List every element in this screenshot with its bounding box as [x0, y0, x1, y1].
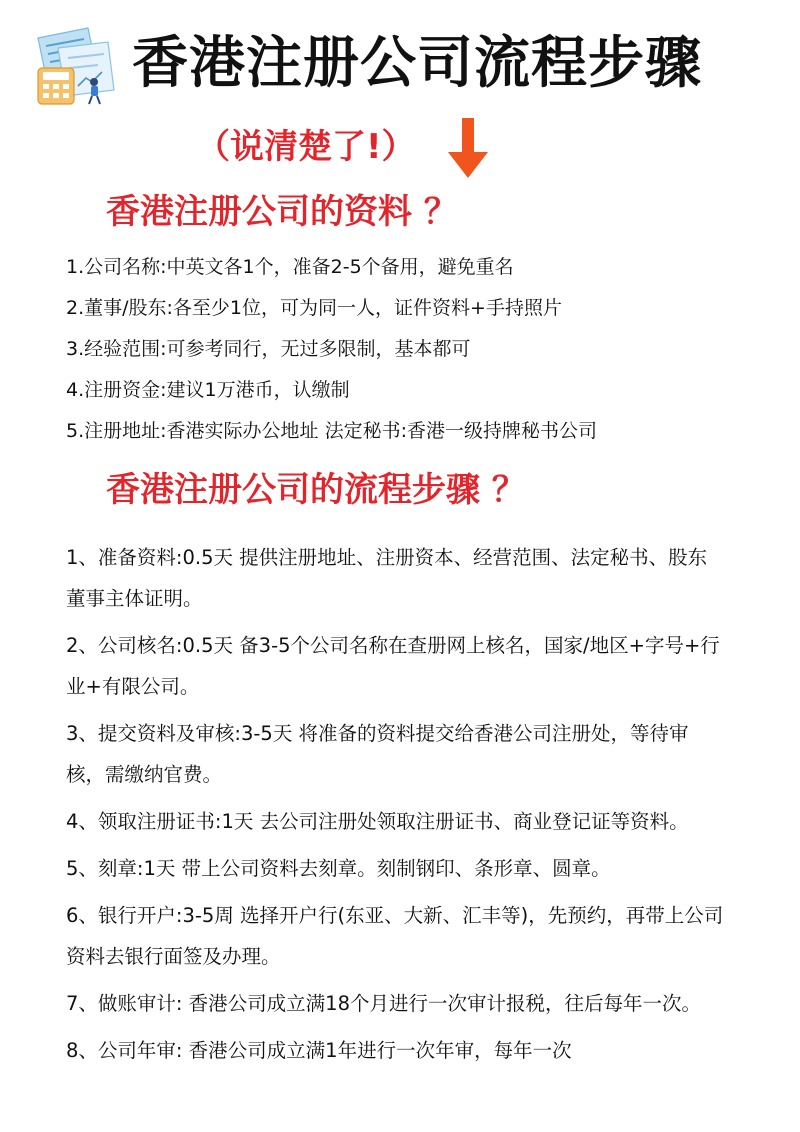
materials-list [66, 247, 786, 452]
step-item: 3、提交资料及审核:3-5天 将准备的资料提交给香港公司注册处，等待审核，需缴纳官费。 [66, 722, 689, 786]
step-item: 1、准备资料:0.5天 提供注册地址、注册资本、经营范围、法定秘书、股东董事主体证明。 [66, 546, 708, 610]
page-title: 香港注册公司流程步骤 [132, 31, 702, 96]
page-subtitle: （说清楚了!） [196, 127, 416, 167]
step-item: 4、领取注册证书:1天 去公司注册处领取注册证书、商业登记证等资料。 [66, 810, 689, 833]
section-heading-steps: 香港注册公司的流程步骤 ？ [106, 470, 526, 510]
list-item: 3.经验范围:可参考同行，无过多限制，基本都可 [66, 338, 471, 360]
list-item: 4.注册资金:建议1万港币，认缴制 [66, 379, 350, 401]
section-heading-materials: 香港注册公司的资料 ？ [106, 192, 458, 232]
step-item: 2、公司核名:0.5天 备3-5个公司名称在查册网上核名，国家/地区+字号+行业+有限公司。 [66, 634, 720, 698]
steps-list [66, 537, 726, 1077]
list-item: 2.董事/股东:各至少1位，可为同一人，证件资料+手持照片 [66, 297, 562, 319]
step-item: 7、做账审计: 香港公司成立满18个月进行一次审计报税，往后每年一次。 [66, 992, 701, 1015]
step-item: 6、银行开户:3-5周 选择开户行(东亚、大新、汇丰等)，先预约，再带上公司资料去银行面签及办理。 [66, 904, 724, 968]
down-arrow-icon [446, 118, 490, 180]
step-item: 5、刻章:1天 带上公司资料去刻章。刻制钢印、条形章、圆章。 [66, 857, 611, 880]
document-calculator-illustration [28, 24, 118, 110]
calculator-icon [38, 68, 74, 104]
list-item: 5.注册地址:香港实际办公地址 法定秘书:香港一级持牌秘书公司 [66, 420, 597, 442]
list-item: 1.公司名称:中英文各1个，准备2-5个备用，避免重名 [66, 256, 514, 278]
step-item: 8、公司年审: 香港公司成立满1年进行一次年审，每年一次 [66, 1039, 572, 1062]
